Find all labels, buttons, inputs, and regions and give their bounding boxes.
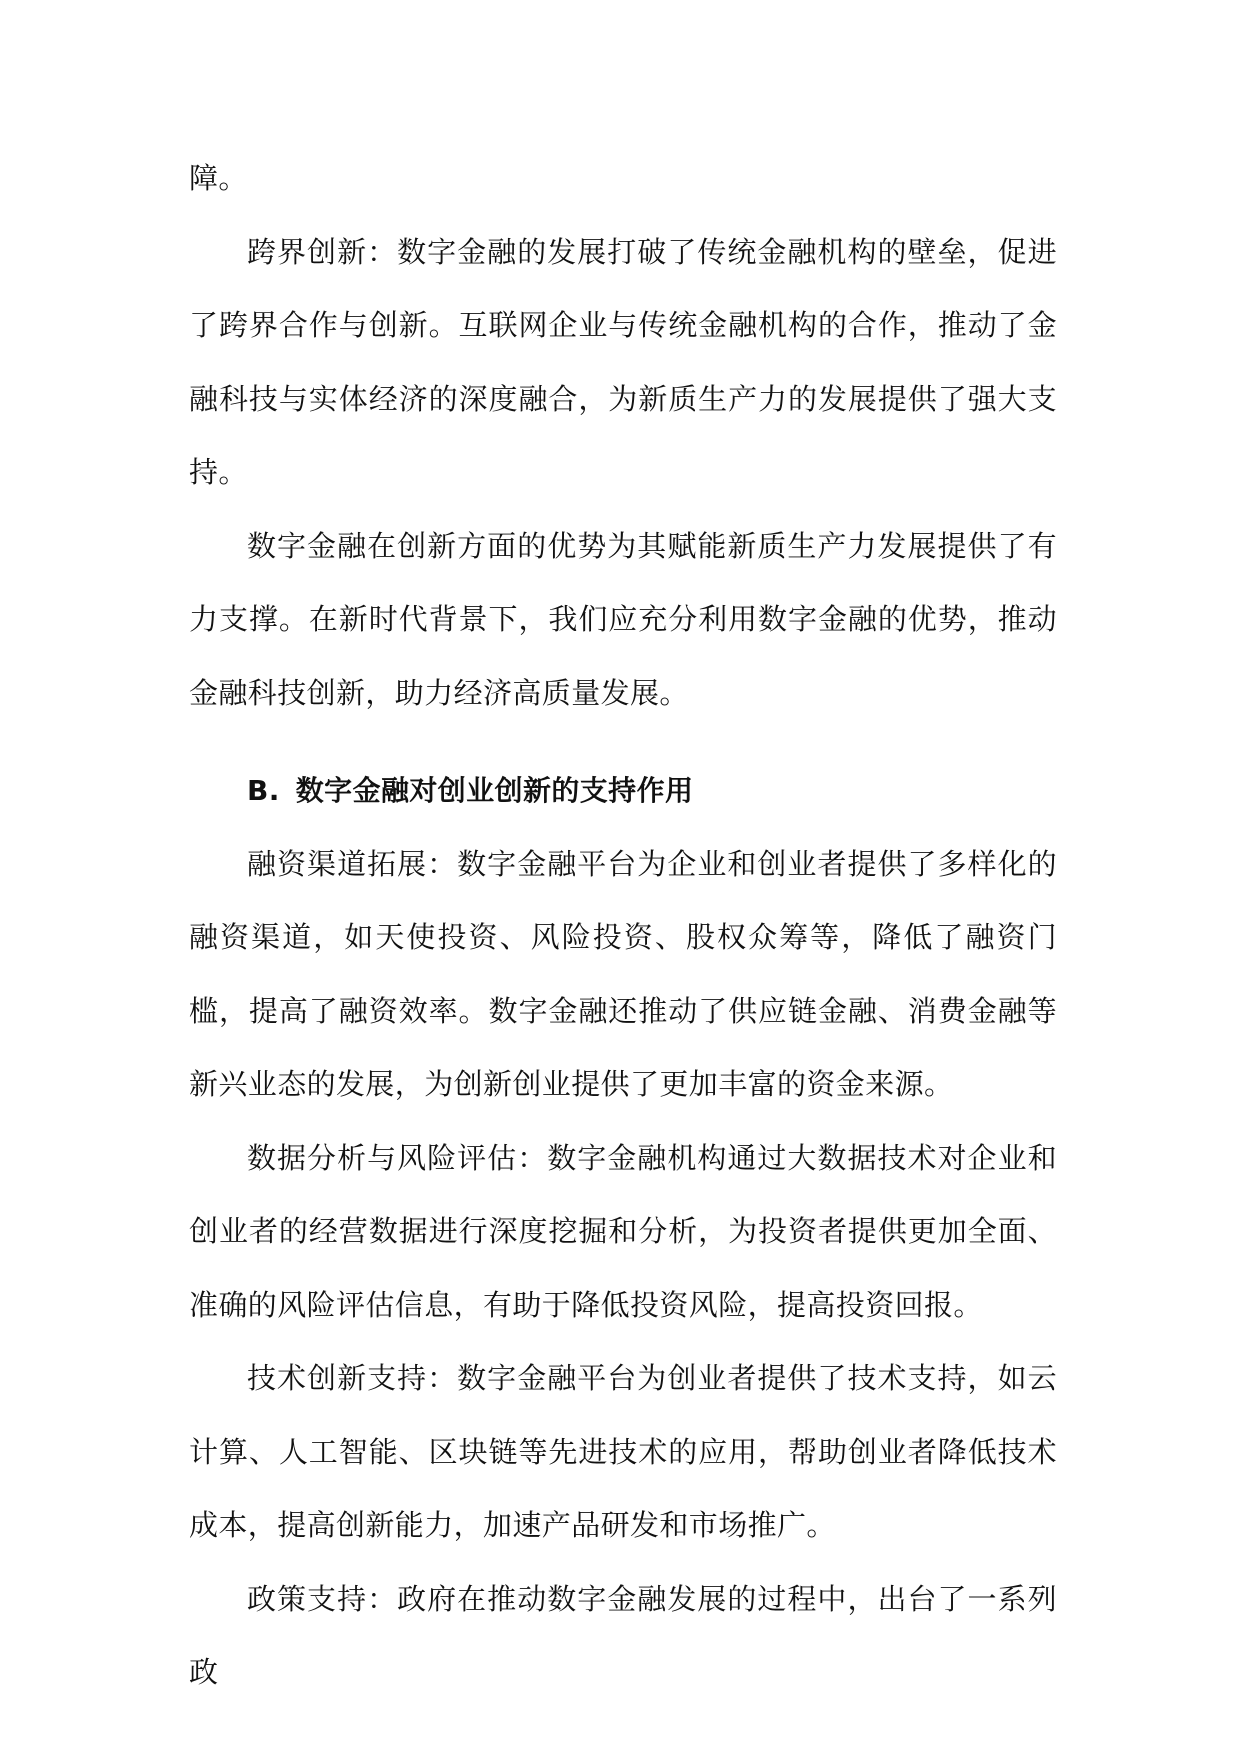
- paragraph-data-analysis: 数据分析与风险评估：数字金融机构通过大数据技术对企业和创业者的经营数据进行深度挖掘和分析，为投资者提供更加全面、准确的风险评估信息，有助于降低投资风险，提高投资回报。: [189, 1140, 1057, 1322]
- paragraph-continuation: 障。: [189, 161, 248, 195]
- paragraph-tech-support: 技术创新支持：数字金融平台为创业者提供了技术支持，如云计算、人工智能、区块链等先进技术的应用，帮助创业者降低技术成本，提高创新能力，加速产品研发和市场推广。: [189, 1361, 1057, 1542]
- document-body: [189, 142, 1057, 1710]
- paragraph-cross-border-innovation: 跨界创新：数字金融的发展打破了传统金融机构的壁垒，促进了跨界合作与创新。互联网企业与传统金融机构的合作，推动了金融科技与实体经济的深度融合，为新质生产力的发展提供了强大支持。: [189, 234, 1057, 489]
- paragraph-financing-channels: 融资渠道拓展：数字金融平台为企业和创业者提供了多样化的融资渠道，如天使投资、风险投资、股权众筹等，降低了融资门槛，提高了融资效率。数字金融还推动了供应链金融、消费金融等新兴业态的发展，为创新创业提供了更加丰富的资金来源。: [189, 846, 1057, 1101]
- paragraph-policy-support: 政策支持：政府在推动数字金融发展的过程中，出台了一系列政: [189, 1581, 1057, 1689]
- paragraph-innovation-summary: 数字金融在创新方面的优势为其赋能新质生产力发展提供了有力支撑。在新时代背景下，我们应充分利用数字金融的优势，推动金融科技创新，助力经济高质量发展。: [189, 528, 1057, 710]
- section-heading: [189, 754, 1057, 828]
- section-title: 数字金融对创业创新的支持作用: [295, 774, 694, 807]
- section-number: B.: [247, 774, 280, 807]
